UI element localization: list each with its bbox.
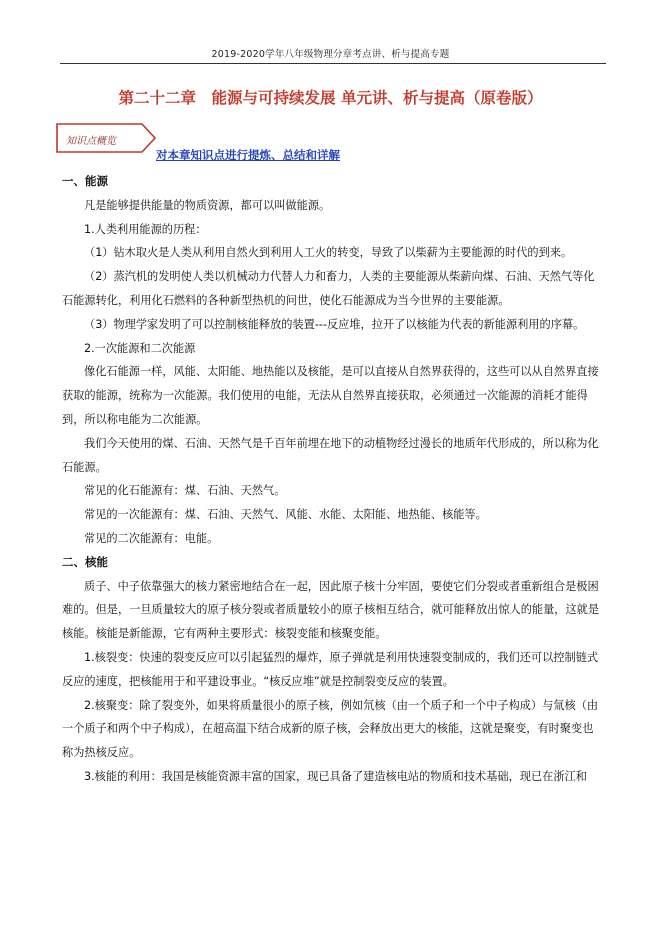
subsection-title: 1.人类利用能源的历程： xyxy=(84,222,207,236)
paragraph: 常见的一次能源有：煤、石油、天然气、风能、水能、太阳能、地热能、核能等。 xyxy=(84,508,487,522)
paragraph: 质子、中子依靠强大的核力紧密地结合在一起，因此原子核十分牢固，要使它们分裂或者重新组合是极困难的。但是，一旦质量较大的原子核分裂或者质量较小的原子核相互结合，就可能释放出惊人的能量，这就是核能。核能是新能源，它有两种主要形式：核裂变能和核聚变能。 xyxy=(62,579,600,641)
section-heading-energy: 一、能源 xyxy=(62,174,108,188)
paragraph: 1.核裂变：快速的裂变反应可以引起猛烈的爆炸，原子弹就是利用快速裂变制成的，我们还可以控制链式反应的速度，把核能用于和平建设事业。“核反应堆”就是控制裂变反应的装置。 xyxy=(62,650,599,688)
paragraph: （2）蒸汽机的发明使人类以机械动力代替人力和畜力，人类的主要能源从柴薪向煤、石油、天然气等化石能源转化，利用化石燃料的各种新型热机的问世，使化石能源成为当今世界的主要能源。 xyxy=(62,270,595,307)
subsection-title: 2.一次能源和二次能源 xyxy=(84,341,196,355)
paragraph: 凡是能够提供能量的物质资源，都可以叫做能源。 xyxy=(84,198,331,212)
paragraph: （1）钻木取火是人类从利用自然火到利用人工火的转变，导致了以柴薪为主要能源的时代的到来。 xyxy=(84,246,573,260)
section-subtitle: 对本章知识点进行提炼、总结和详解 xyxy=(156,148,340,162)
tag-label: 知识点概览 xyxy=(66,136,116,147)
section-heading-nuclear: 二、核能 xyxy=(62,554,108,569)
paragraph: 像化石能源一样，风能、太阳能、地热能以及核能，是可以直接从自然界获得的，这些可以从自然界直接获取的能源，统称为一次能源。我们使用的电能，无法从自然界直接获取，必须通过一次能源的消耗才能得到，所以称电能为二次能源。 xyxy=(62,365,599,426)
paragraph: 我们今天使用的煤、石油、天然气是千百年前埋在地下的动植物经过漫长的地质年代形成的，所以称为化石能源。 xyxy=(62,436,599,474)
page-header: 2019-2020学年八年级物理分章考点讲、析与提高专题 xyxy=(211,49,450,60)
chapter-title: 第二十二章 能源与可持续发展 单元讲、析与提高（原卷版） xyxy=(118,89,543,107)
paragraph: 3.核能的利用：我国是核能资源丰富的国家，现已具备了建造核电站的物质和技术基础，现已在浙江和 xyxy=(84,769,587,783)
paragraph: （3）物理学家发明了可以控制核能释放的装置---反应堆，拉开了以核能为代表的新能源利用的序幕。 xyxy=(84,317,585,331)
paragraph: 常见的二次能源有：电能。 xyxy=(84,531,219,545)
paragraph: 常见的化石能源有：煤、石油、天然气。 xyxy=(84,484,286,498)
paragraph: 2.核聚变：除了裂变外，如果将质量很小的原子核，例如氘核（由一个质子和一个中子构成）与氚核（由一个质子和两个中子构成），在超高温下结合成新的原子核，会释放出更大的核能，这就是聚变，有时聚变也称为热核反应。 xyxy=(62,698,599,760)
document-body xyxy=(62,170,602,789)
header-divider xyxy=(60,63,606,64)
knowledge-overview-tag xyxy=(56,123,156,153)
